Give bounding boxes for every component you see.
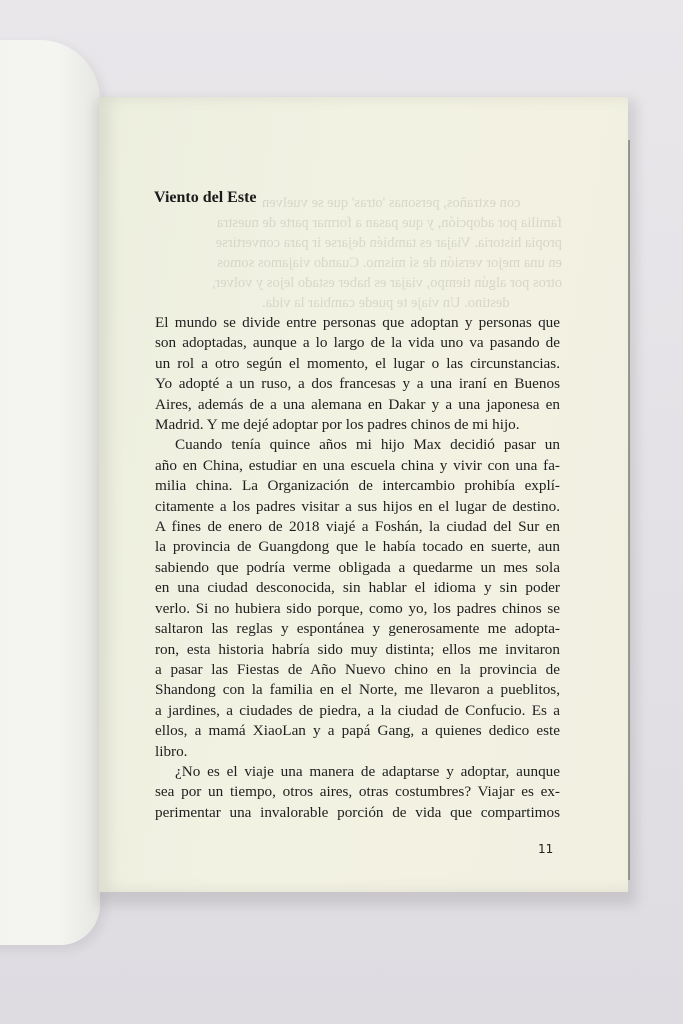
bleed-line: familia por adopción, y que pasan a formar parte de nuestra	[216, 215, 562, 231]
text-line: a jardines, a ciudades de piedra, a la ciudad de Confucio. Es a	[155, 701, 560, 719]
body-text	[155, 313, 560, 823]
bleed-line: propia historia. Viajar es también dejarse ir para convertirse	[215, 235, 562, 251]
chapter-heading: Viento del Este	[154, 189, 257, 206]
bleed-line: otros por algún tiempo, viajar es haber estado lejos y volver,	[212, 275, 562, 291]
text-line: Aires, además de a una alemana en Dakar y a una japonesa en	[155, 395, 560, 413]
text-line: citamente a los padres visitar a sus hijos en el lugar de destino.	[155, 497, 560, 515]
text-line: sea por un tiempo, otros aires, otras costumbres? Viajar es ex-	[155, 783, 560, 801]
text-line: A fines de enero de 2018 viajé a Foshán, la ciudad del Sur en	[155, 518, 560, 536]
text-line: ¿No es el viaje una manera de adaptarse y adoptar, aunque	[175, 762, 560, 780]
bleed-line: en una mejor versión de sí mismo. Cuando viajamos somos	[217, 255, 562, 271]
text-line: sabiendo que podría verme obligada a quedarme un mes sola	[155, 558, 560, 576]
text-line: libro.	[155, 742, 188, 760]
text-line: milia china. La Organización de intercambio prohibía explí-	[155, 477, 560, 495]
text-line: Madrid. Y me dejé adoptar por los padres chinos de mi hijo.	[155, 416, 520, 434]
text-line: un rol a otro según el momento, el lugar o las circunstancias.	[155, 354, 560, 372]
page-number: 11	[538, 842, 554, 856]
text-line: El mundo se divide entre personas que adoptan y personas que	[155, 314, 560, 331]
text-line: año en China, estudiar en una escuela china y vivir con una fa-	[155, 456, 560, 474]
text-line: Shandong con la familia en el Norte, me llevaron a pueblitos,	[155, 681, 560, 699]
text-line: perimentar una invalorable porción de vida que compartimos	[155, 803, 560, 821]
text-line: Yo adopté a un ruso, a dos francesas y a una iraní en Buenos	[155, 375, 560, 393]
text-line: verlo. Si no hubiera sido porque, como yo, los padres chinos se	[155, 599, 560, 617]
bleed-line: con extraños, personas 'otras' que se vuelven	[262, 195, 521, 211]
text-line: en una ciudad desconocida, sin hablar el idioma y sin poder	[155, 579, 560, 597]
text-line: son adoptadas, aunque a lo largo de la vida uno va pasando de	[155, 334, 560, 352]
text-line: ron, esta historia habría sido muy distinta; ellos me invitaron	[155, 640, 560, 658]
text-line: la provincia de Guangdong que le había tocado en suerte, aun	[155, 538, 560, 556]
text-line: Cuando tenía quince años mi hijo Max decidió pasar un	[175, 436, 560, 454]
text-line: ellos, a mamá XiaoLan y a papá Gang, a quienes dedico este	[155, 722, 560, 740]
bleed-line: destino. Un viaje te puede cambiar la vida.	[262, 295, 510, 311]
left-page	[0, 40, 100, 945]
text-line: saltaron las reglas y espontánea y generosamente me adopta-	[155, 620, 560, 638]
text-line: a pasar las Fiestas de Año Nuevo chino en la provincia de	[155, 660, 560, 678]
bleed-through-text	[212, 193, 562, 313]
